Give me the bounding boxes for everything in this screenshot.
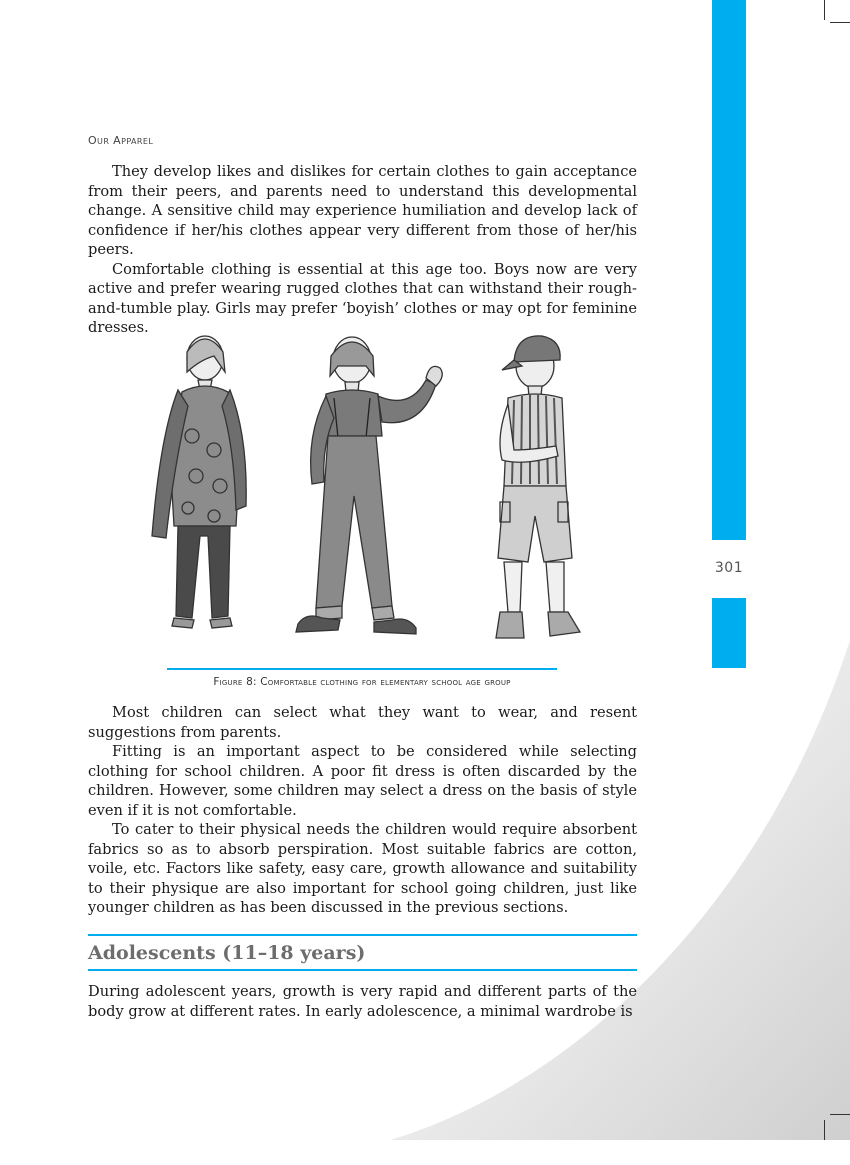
body-text-block (88, 703, 637, 918)
body-text-block (88, 982, 637, 1021)
section-rule-top (88, 934, 637, 936)
boy-cap-shorts-figure (496, 336, 580, 638)
girl-dungarees-figure (296, 337, 442, 634)
running-head-title: Our Apparel (88, 134, 154, 147)
paragraph: To cater to their physical needs the children would require absorbent fabrics so as to absorb perspiration. Most suitable fabrics are cotton, voile, etc. Factors like safety, easy care, growth allowance and suitability to their physique are also important for school going children, just like younger children as has been discussed in the previous sections. (88, 821, 637, 916)
side-accent-bar (712, 598, 746, 668)
girl-salwar-kameez-figure (152, 336, 246, 628)
paragraph: Comfortable clothing is essential at this age too. Boys now are very active and prefer wearing rugged clothes that can withstand their rough-and-tumble play. Girls may prefer ‘boyish’ clothes or may opt for feminine dresses. (88, 260, 637, 336)
figure-rule (167, 668, 557, 670)
children-clothing-illustration (130, 326, 600, 650)
figure-caption-text: Figure 8: Comfortable clothing for elementary school age group (213, 676, 511, 688)
crop-mark (830, 22, 850, 23)
section-heading: Adolescents (11–18 years) (88, 942, 366, 964)
page-number: 301 (714, 560, 744, 576)
paragraph: Fitting is an important aspect to be considered while selecting clothing for school children. A poor fit dress is often discarded by the children. However, some children may select a dress on the basis of style even if it is not comfortable. (88, 743, 637, 819)
running-head (88, 134, 153, 147)
paragraph: They develop likes and dislikes for certain clothes to gain acceptance from their peers, and parents need to understand this developmental change. A sensitive child may experience humiliation and develop lack of confidence if her/his clothes appear very different from those of her/his peers. (88, 163, 637, 258)
body-text-block (88, 162, 637, 338)
crop-mark (824, 1120, 825, 1140)
paragraph: Most children can select what they want to wear, and resent suggestions from parents. (88, 704, 637, 741)
side-accent-bar (712, 0, 746, 540)
paragraph: During adolescent years, growth is very rapid and different parts of the body grow at different rates. In early adolescence, a minimal wardrobe is (88, 983, 637, 1020)
figure-caption (167, 676, 557, 688)
section-rule-bottom (88, 969, 637, 971)
crop-mark (824, 0, 825, 20)
crop-mark (830, 1114, 850, 1115)
